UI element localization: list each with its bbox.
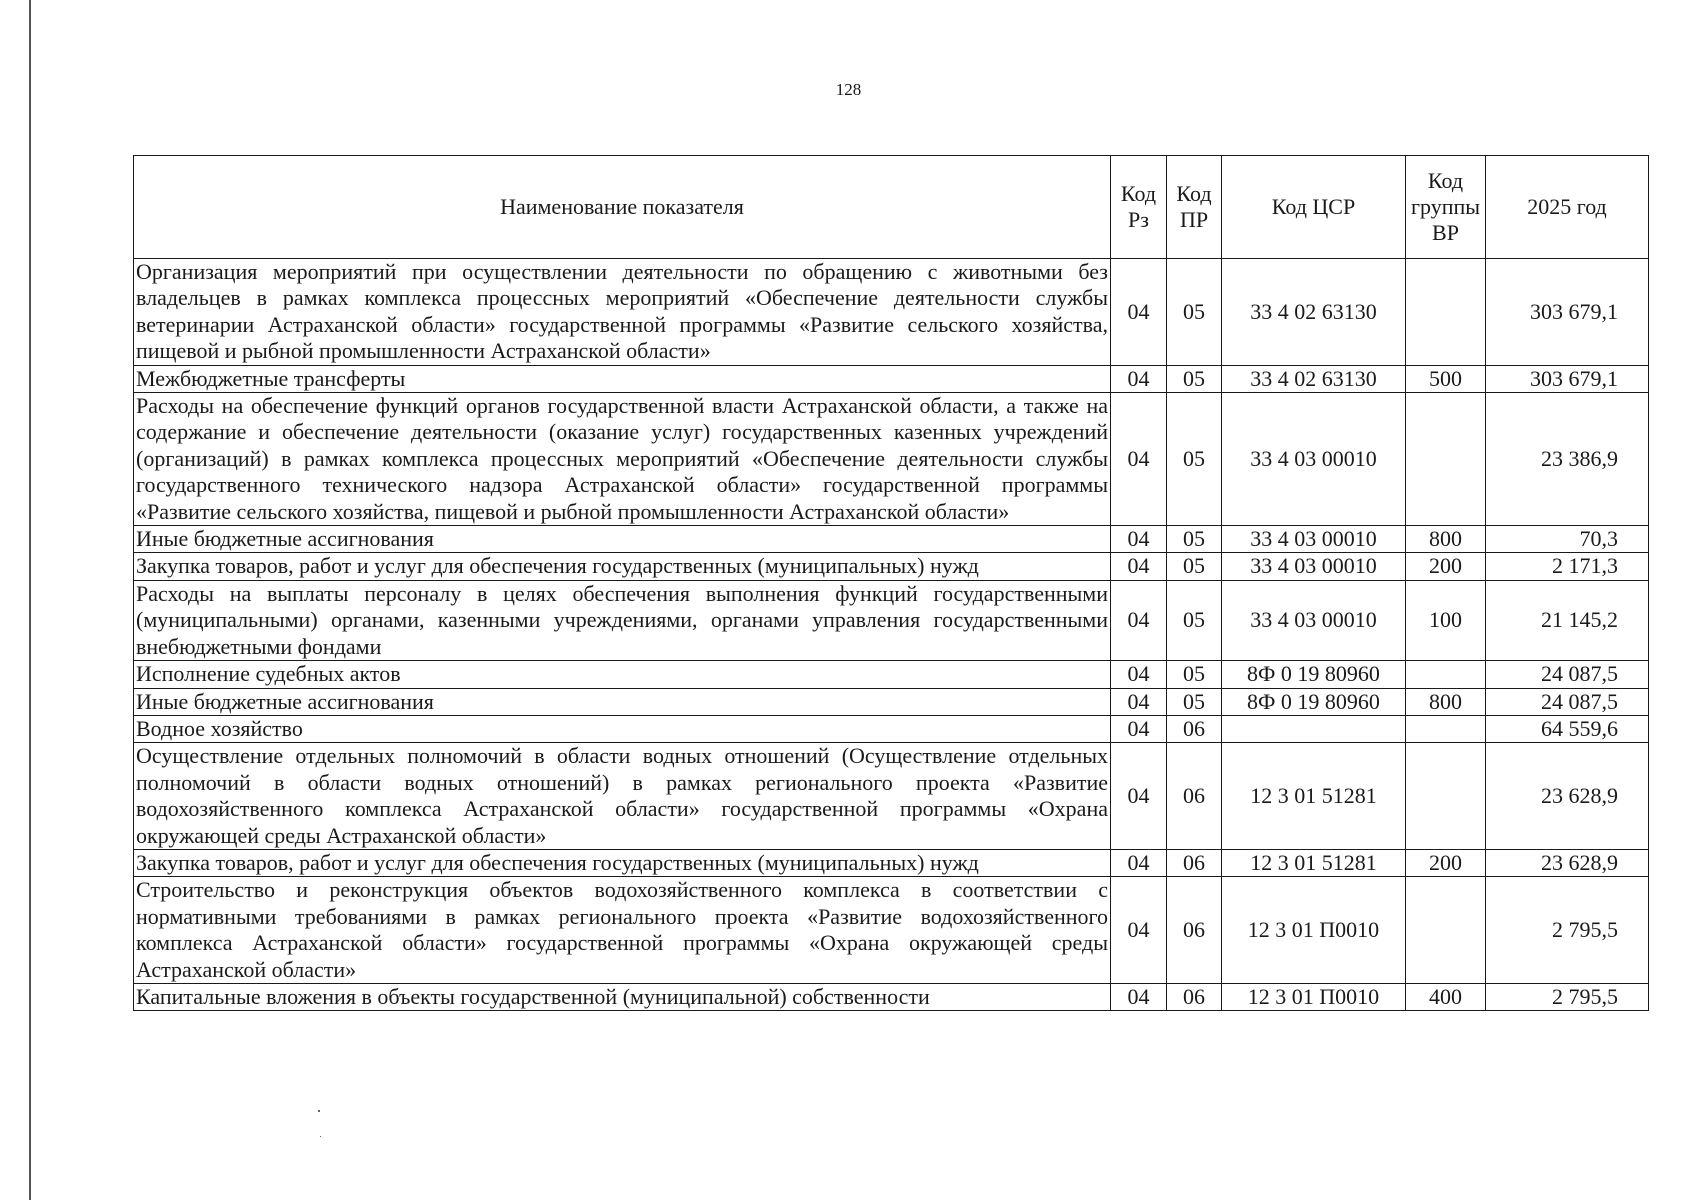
row-vr: 400 (1406, 983, 1486, 1010)
table-row (134, 715, 1649, 742)
row-vr (1406, 661, 1486, 688)
row-pr: 06 (1167, 983, 1222, 1010)
row-vr: 200 (1406, 849, 1486, 876)
header-vr: Код группы ВР (1406, 156, 1486, 259)
row-amount: 2 795,5 (1486, 877, 1649, 984)
table-body (134, 259, 1649, 1011)
row-rz: 04 (1111, 580, 1167, 660)
row-vr (1406, 877, 1486, 984)
row-vr: 800 (1406, 526, 1486, 553)
scan-left-edge (29, 0, 31, 1200)
header-year: 2025 год (1486, 156, 1649, 259)
row-rz: 04 (1111, 553, 1167, 580)
row-rz: 04 (1111, 393, 1167, 526)
row-rz: 04 (1111, 365, 1167, 392)
row-csr: 12 3 01 51281 (1222, 849, 1406, 876)
table-row (134, 983, 1649, 1010)
row-pr: 06 (1167, 877, 1222, 984)
table-row (134, 849, 1649, 876)
row-name: Осуществление отдельных полномочий в области водных отношений (Осуществление отдельных полномочий в области водных отношений) в рамках регионального проекта «Развитие водохозяйственного комплекса Астраханской области» государственной программы «Охрана окружающей среды Астраханской области» (134, 743, 1111, 850)
row-rz: 04 (1111, 259, 1167, 366)
row-amount: 64 559,6 (1486, 715, 1649, 742)
row-name: Расходы на обеспечение функций органов государственной власти Астраханской области, а также на содержание и обеспечение деятельности (оказание услуг) государственных казенных учреждений (организаций) в рамках комплекса процессных мероприятий «Обеспечение деятельности службы государственного технического надзора Астраханской области» государственной программы «Развитие сельского хозяйства, пищевой и рыбной промышленности Астраханской области» (134, 393, 1111, 526)
table-row (134, 526, 1649, 553)
header-name: Наименование показателя (134, 156, 1111, 259)
row-pr: 05 (1167, 259, 1222, 366)
row-name: Капитальные вложения в объекты государственной (муниципальной) собственности (134, 983, 1111, 1010)
row-name: Водное хозяйство (134, 715, 1111, 742)
budget-table (133, 155, 1649, 1011)
row-amount: 303 679,1 (1486, 365, 1649, 392)
row-amount: 2 171,3 (1486, 553, 1649, 580)
row-rz: 04 (1111, 526, 1167, 553)
row-csr: 12 3 01 П0010 (1222, 983, 1406, 1010)
row-vr: 100 (1406, 580, 1486, 660)
header-row (134, 156, 1649, 259)
row-pr: 05 (1167, 365, 1222, 392)
row-csr: 33 4 03 00010 (1222, 526, 1406, 553)
row-csr (1222, 715, 1406, 742)
table-header (134, 156, 1649, 259)
row-name: Исполнение судебных актов (134, 661, 1111, 688)
row-csr: 33 4 02 63130 (1222, 365, 1406, 392)
row-rz: 04 (1111, 661, 1167, 688)
row-name: Расходы на выплаты персоналу в целях обеспечения выполнения функций государственными (муниципальными) органами, казенными учреждениями, органами управления государственными внебюджетными фондами (134, 580, 1111, 660)
row-name: Межбюджетные трансферты (134, 365, 1111, 392)
table-row (134, 365, 1649, 392)
row-csr: 33 4 02 63130 (1222, 259, 1406, 366)
table-row (134, 661, 1649, 688)
row-amount: 23 628,9 (1486, 849, 1649, 876)
row-name: Организация мероприятий при осуществлении деятельности по обращению с животными без владельцев в рамках комплекса процессных мероприятий «Обеспечение деятельности службы ветеринарии Астраханской области» государственной программы «Развитие сельского хозяйства, пищевой и рыбной промышленности Астраханской области» (134, 259, 1111, 366)
row-amount: 24 087,5 (1486, 661, 1649, 688)
row-vr: 200 (1406, 553, 1486, 580)
row-csr: 12 3 01 51281 (1222, 743, 1406, 850)
scan-speck (320, 1136, 321, 1137)
row-pr: 05 (1167, 580, 1222, 660)
header-pr: Код ПР (1167, 156, 1222, 259)
row-rz: 04 (1111, 849, 1167, 876)
row-csr: 33 4 03 00010 (1222, 580, 1406, 660)
table-row (134, 877, 1649, 984)
row-vr (1406, 715, 1486, 742)
page-number: 128 (835, 80, 862, 99)
row-name: Строительство и реконструкция объектов водохозяйственного комплекса в соответствии с нормативными требованиями в рамках регионального проекта «Развитие водохозяйственного комплекса Астраханской области» государственной программы «Охрана окружающей среды Астраханской области» (134, 877, 1111, 984)
row-csr: 33 4 03 00010 (1222, 553, 1406, 580)
row-pr: 05 (1167, 553, 1222, 580)
row-amount: 21 145,2 (1486, 580, 1649, 660)
row-rz: 04 (1111, 715, 1167, 742)
header-rz: Код Рз (1111, 156, 1167, 259)
row-name: Иные бюджетные ассигнования (134, 688, 1111, 715)
row-rz: 04 (1111, 688, 1167, 715)
row-amount: 23 386,9 (1486, 393, 1649, 526)
row-name: Иные бюджетные ассигнования (134, 526, 1111, 553)
table-row (134, 259, 1649, 366)
row-amount: 23 628,9 (1486, 743, 1649, 850)
row-pr: 05 (1167, 393, 1222, 526)
row-vr (1406, 259, 1486, 366)
row-amount: 303 679,1 (1486, 259, 1649, 366)
row-rz: 04 (1111, 743, 1167, 850)
row-pr: 06 (1167, 849, 1222, 876)
row-csr: 8Ф 0 19 80960 (1222, 661, 1406, 688)
row-pr: 06 (1167, 743, 1222, 850)
row-vr: 500 (1406, 365, 1486, 392)
row-rz: 04 (1111, 983, 1167, 1010)
row-vr (1406, 743, 1486, 850)
row-vr: 800 (1406, 688, 1486, 715)
row-vr (1406, 393, 1486, 526)
row-pr: 05 (1167, 688, 1222, 715)
row-amount: 70,3 (1486, 526, 1649, 553)
row-name: Закупка товаров, работ и услуг для обеспечения государственных (муниципальных) нужд (134, 849, 1111, 876)
header-csr: Код ЦСР (1222, 156, 1406, 259)
row-pr: 06 (1167, 715, 1222, 742)
row-rz: 04 (1111, 877, 1167, 984)
row-amount: 24 087,5 (1486, 688, 1649, 715)
table-row (134, 688, 1649, 715)
row-csr: 8Ф 0 19 80960 (1222, 688, 1406, 715)
row-amount: 2 795,5 (1486, 983, 1649, 1010)
row-name: Закупка товаров, работ и услуг для обеспечения государственных (муниципальных) нужд (134, 553, 1111, 580)
row-pr: 05 (1167, 526, 1222, 553)
table-row (134, 393, 1649, 526)
row-pr: 05 (1167, 661, 1222, 688)
scan-speck (318, 1110, 320, 1112)
table-row (134, 743, 1649, 850)
table-row (134, 580, 1649, 660)
row-csr: 12 3 01 П0010 (1222, 877, 1406, 984)
table-row (134, 553, 1649, 580)
row-csr: 33 4 03 00010 (1222, 393, 1406, 526)
